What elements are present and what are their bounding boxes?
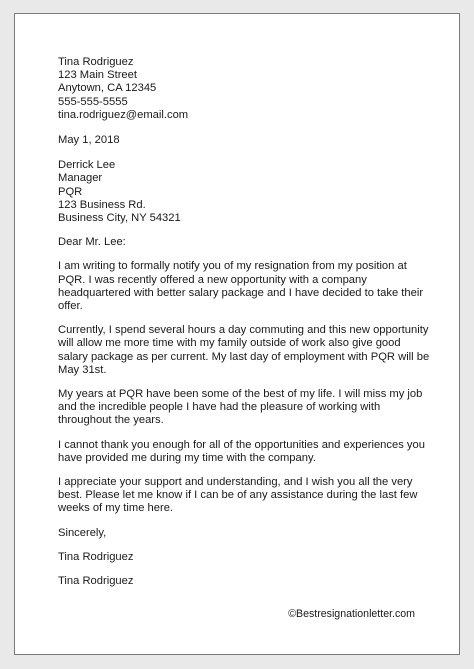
salutation: Dear Mr. Lee:: [58, 236, 126, 249]
recipient-address: [58, 159, 433, 225]
sender-phone: 555-555-5555: [58, 95, 128, 108]
paragraph-1: I am writing to formally notify you of my resignation from my position at PQR. I was recently offered a new opportunity with a company headquartered with better salary package and I have decided to take their offer.: [58, 260, 424, 313]
sender-address: [58, 56, 433, 122]
recipient-title: Manager: [58, 172, 103, 185]
sender-street: 123 Main Street: [58, 69, 137, 82]
recipient-city: Business City, NY 54321: [58, 212, 181, 225]
recipient-street: 123 Business Rd.: [58, 198, 146, 211]
letter-body: [58, 56, 433, 588]
recipient-company: PQR: [58, 185, 83, 198]
paragraph-3: My years at PQR have been some of the best of my life. I will miss my job and the incredible people I have had the pleasure of working with throughout the years.: [58, 388, 423, 427]
letter-page: [14, 13, 460, 655]
letter-date: May 1, 2018: [58, 134, 120, 147]
paragraph-5: I appreciate your support and understanding, and I wish you all the very best. Please let me know if I can be of any assistance during the last few weeks of my time here.: [58, 476, 418, 515]
recipient-name: Derrick Lee: [58, 159, 116, 172]
printed-name: Tina Rodriguez: [58, 575, 134, 588]
sender-city: Anytown, CA 12345: [58, 82, 157, 95]
sender-name: Tina Rodriguez: [58, 56, 134, 68]
signature: Tina Rodriguez: [58, 550, 134, 563]
paragraph-4: I cannot thank you enough for all of the opportunities and experiences you have provided me during my time with the company.: [58, 438, 425, 464]
sender-email: tina.rodriguez@email.com: [58, 108, 189, 121]
watermark: ©Bestresignationletter.com: [288, 608, 415, 620]
paragraph-2: Currently, I spend several hours a day commuting and this new opportunity will allow me more time with my family outside of work also give good salary package as per current. My last day of employment with PQR will be May 31st.: [58, 324, 430, 376]
closing: Sincerely,: [58, 526, 107, 539]
